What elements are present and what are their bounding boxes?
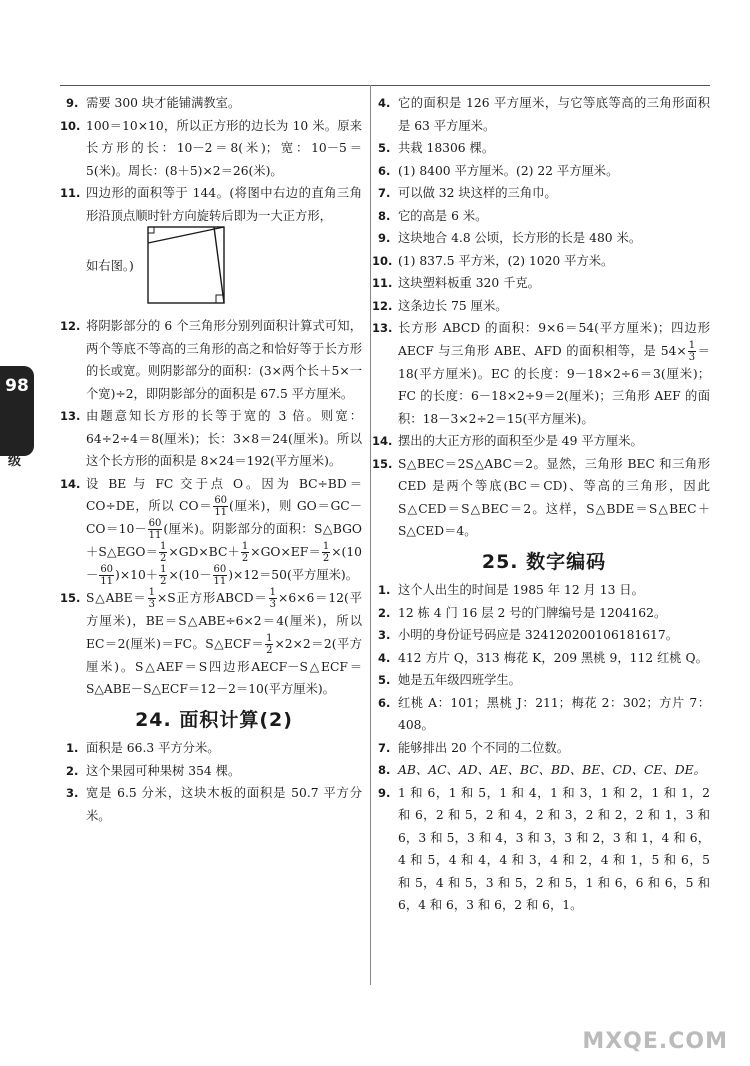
section-title: 24. 面积计算(2) [135, 708, 293, 731]
item-number: 2. [378, 605, 391, 620]
numerator: 60 [213, 564, 227, 575]
item-text: AB、AC、AD、AE、BC、BD、BE、CD、CE、DE。 [398, 763, 706, 777]
item-text: 小明的身份证号码应是 32412020010618161​7。 [398, 628, 679, 642]
item-text: 由题意知长方形的长等于宽的 3 倍。则宽：64÷2÷4＝8(厘米)；长：3×8＝24(厘米)。所以这个长方形的面积是 8×24＝192(平方厘米)。 [86, 409, 362, 468]
item-number: 8. [378, 208, 391, 223]
item-text [398, 317, 710, 430]
item-number: 4. [378, 96, 391, 110]
denominator: 2 [160, 576, 167, 587]
answer-item [378, 759, 710, 782]
item-text: (1) 837.5 平方米，(2) 1020 平方米。 [398, 253, 614, 268]
text-run: (厘米)。阴影部分的面积：S△BGO＋S△EGO＝ [86, 522, 363, 559]
numerator: 1 [688, 339, 696, 351]
item-number: 15. [60, 591, 81, 605]
answer-item [60, 587, 362, 701]
fraction [241, 541, 249, 564]
numerator: 1 [160, 564, 167, 575]
item-text: 能够排出 20 个不同的二位数。 [398, 740, 570, 755]
answer-item [372, 453, 710, 543]
text-run: ×GD×BC＋ [168, 545, 240, 559]
text-run: ＝18(平方厘米)。EC 的长度：9－18×2÷6＝3(厘米)；FC 的长度：6－18×2÷9＝2(厘米)；三角形 AEF 的面积：18－3×2÷2＝15(平方厘米)。 [398, 343, 710, 426]
answer-item [378, 782, 710, 917]
answer-item [60, 115, 362, 183]
numerator: 1 [322, 541, 330, 552]
fraction [213, 564, 228, 587]
grade-label: 五年级 [8, 422, 22, 469]
item-text: 12 栋 4 门 16 层 2 号的门牌编号是 1204162。 [398, 605, 667, 620]
item-number: 3. [66, 786, 79, 800]
item-number: 12. [60, 319, 81, 333]
numerator: 1 [241, 541, 249, 552]
item-number: 5. [378, 141, 391, 155]
text-run: )×10＋ [115, 568, 159, 582]
item-text: 摆出的大正方形的面积至少是 49 平方厘米。 [398, 434, 643, 448]
text-run: S△ABE＝ [86, 591, 147, 605]
item-number: 9. [378, 231, 391, 245]
item-number: 15. [372, 456, 393, 471]
item-text [86, 587, 362, 701]
answer-item [60, 473, 363, 588]
item-number: 13. [60, 409, 81, 423]
item-text: 可以做 32 块这样的三角巾。 [398, 186, 557, 200]
text-run: ×GO×EF＝ [250, 545, 321, 559]
watermark: MXQE.COM [582, 1029, 728, 1054]
answer-item [378, 92, 710, 137]
item-number: 9. [378, 785, 391, 800]
item-number: 10. [372, 253, 393, 268]
answer-item [378, 205, 710, 228]
numerator: 60 [214, 495, 228, 506]
item-text: 这个果园可种果树 354 棵。 [86, 763, 241, 778]
item-text: (1) 8400 平方厘米。(2) 22 平方厘米。 [398, 163, 619, 178]
section-title: 25. 数字编码 [481, 550, 607, 573]
item-number: 14. [60, 476, 81, 491]
item-text: 它的高是 6 米。 [398, 208, 488, 223]
rotated-triangle-diagram [134, 221, 234, 307]
item-text: 宽是 6.5 分米，这块木板的面积是 50.7 平方分米。 [86, 786, 362, 823]
text-run: 长方形 ABCD 的面积：9×6＝54(平方厘米)；四边形 AECF 与三角形 ABE、AFD 的面积相等，是 54× [398, 321, 710, 358]
answer-item [378, 602, 710, 625]
denominator: 3 [269, 599, 277, 610]
numerator: 1 [266, 632, 273, 644]
denominator: 11 [100, 576, 114, 587]
numerator: 1 [269, 587, 277, 598]
item-text: 她是五年级四班学生。 [398, 673, 521, 687]
item-text: 1 和 6，1 和 5，1 和 4，1 和 3，1 和 2，1 和 1，2 和 6，2 和 5，2 和 4，2 和 3，2 和 2，2 和 1，3 和 6，3 和 5，3 和 4，3 和 3，3 和 2，3 和 1，4 和 6，4 和 5，4 和 4，4 和 3，4 和 2，4 和 1，5 和 6，5 和 5，4 和 5，3 和 5，2 和 5，1 和 6，6 和 6，5 和 6，4 和 6，3 和 6，2 和 6，1。 [398, 785, 710, 912]
text-run: ×6×6＝12(平方厘米)，BE＝S△ABE÷6×2＝4(厘米)，所以 EC＝2(厘米)＝FC。S△ECF＝ [86, 591, 362, 651]
item-number: 12. [372, 298, 393, 313]
fraction [159, 541, 167, 564]
answer-item [378, 182, 710, 205]
item-number: 4. [378, 650, 391, 665]
fraction [265, 633, 273, 656]
answer-item [378, 647, 710, 670]
item-text: 面积是 66.3 平方分米。 [86, 741, 220, 755]
answer-item [378, 579, 710, 602]
item-text [86, 473, 362, 588]
denominator: 2 [266, 644, 273, 656]
item-number: 13. [372, 321, 393, 335]
answer-item [60, 405, 362, 473]
item-number: 1. [66, 741, 79, 755]
item-number: 8. [378, 763, 391, 777]
text-run: (厘米)，则 GO＝GC－CO＝10－ [86, 499, 363, 536]
denominator: 3 [688, 351, 696, 363]
answer-item [372, 272, 710, 295]
fraction [148, 518, 163, 541]
column-divider [370, 85, 371, 985]
answer-item [378, 137, 710, 160]
item-text: 100＝10×10，所以正方形的边长为 10 米。原来长方形的长：10－2＝8(米)；宽：10－5＝5(米)。周长：(8＋5)×2＝26(米)。 [86, 118, 362, 178]
square-figure [86, 227, 362, 313]
fraction [322, 541, 330, 564]
text-run: ×(10－ [86, 545, 362, 582]
item-number: 7. [378, 740, 391, 755]
denominator: 2 [322, 553, 330, 564]
denominator: 11 [148, 530, 162, 541]
text-run: ×(10－ [168, 568, 212, 582]
text-run: 设 BE 与 FC 交于点 O。因为 BC÷BD＝CO÷DE，所以 CO＝ [86, 476, 362, 513]
answer-item [66, 737, 362, 760]
fraction [148, 587, 156, 610]
item-text: 红桃 A：101；黑桃 J：211；梅花 2：302；方片 7：408。 [398, 695, 710, 732]
fraction [99, 564, 114, 587]
item-number: 3. [378, 628, 391, 642]
right-column [372, 92, 710, 917]
denominator: 11 [213, 576, 227, 587]
item-text: 将阴影部分的 6 个三角形分别列面积计算式可知，两个等底不等高的三角形的高之和恰好等于长方形的长或宽。则阴影部分的面积：(3×两个长＋5×一个宽)÷2，即阴影部分的面积是 67.5 平方厘米。 [86, 319, 362, 401]
item-number: 7. [378, 186, 391, 200]
page-top-rule [60, 85, 710, 86]
item-number: 6. [378, 163, 391, 178]
answer-item [378, 737, 710, 760]
item-text: S△BEC＝2S△ABC＝2。显然，三角形 BEC 和三角形 CED 是两个等底(BC＝CD)、等高的三角形，因此 S△CED＝S△BEC＝2。这样，S△BDE＝S△BEC＋S△CED＝4。 [398, 456, 710, 538]
item-number: 11. [60, 186, 81, 200]
item-number: 10. [60, 118, 81, 133]
item-text: 这条边长 75 厘米。 [398, 298, 508, 313]
figure-caption: 如右图。) [86, 259, 134, 273]
item-number: 5. [378, 673, 391, 687]
answer-item [60, 182, 362, 313]
answer-item [66, 92, 362, 115]
answer-item [378, 669, 710, 692]
denominator: 3 [148, 599, 155, 610]
item-text: 共栽 18306 棵。 [398, 141, 495, 155]
item-text: 四边形的面积等于 144。(将图中右边的直角三角形沿顶点顺时针方向旋转后即为一大正方形， [86, 186, 362, 223]
item-number: 6. [378, 695, 391, 710]
answer-item [372, 430, 710, 453]
page-number: 98 [5, 376, 29, 396]
item-number: 2. [66, 763, 79, 778]
answer-item [378, 160, 710, 183]
item-text: 这块塑料板重 320 千克。 [398, 276, 540, 290]
answer-item [378, 624, 710, 647]
numerator: 60 [100, 564, 114, 575]
item-number: 11. [372, 276, 393, 290]
item-text: 这块地合 4.8 公顷，长方形的长是 480 米。 [398, 231, 642, 245]
answer-item [372, 317, 710, 430]
answer-item [378, 692, 710, 737]
answer-item [66, 782, 362, 827]
text-run: ×2×2＝2(平方厘米)。S△AEF＝S四边形AECF－S△ECF＝S△ABE－S△ECF＝12－2＝10(平方厘米)。 [86, 636, 362, 696]
item-number: 1. [378, 583, 391, 597]
answer-item [378, 227, 710, 250]
item-text: 需要 300 块才能铺满教室。 [86, 96, 241, 110]
answer-item [372, 295, 710, 318]
left-column [60, 92, 363, 827]
item-number: 9. [66, 96, 79, 110]
fraction [159, 564, 167, 587]
numerator: 60 [148, 518, 162, 529]
denominator: 2 [160, 553, 167, 564]
text-run: ×S正方形ABCD＝ [157, 591, 268, 605]
item-text: 412 方片 Q，313 梅花 K，209 黑桃 9，112 红桃 Q。 [398, 650, 708, 665]
text-run: )×12＝50(平方厘米)。 [228, 568, 359, 582]
fraction [213, 495, 228, 518]
answer-item [60, 315, 362, 405]
fraction [269, 587, 277, 610]
answer-item [66, 760, 362, 783]
numerator: 1 [160, 541, 167, 552]
answer-item [372, 250, 710, 273]
denominator: 11 [214, 507, 228, 518]
item-text: 它的面积是 126 平方厘米，与它等底等高的三角形面积是 63 平方厘米。 [398, 96, 710, 133]
item-text: 这个人出生的时间是 1985 年 12 月 13 日。 [398, 583, 644, 597]
numerator: 1 [148, 587, 155, 598]
denominator: 2 [241, 553, 249, 564]
item-number: 14. [372, 434, 393, 448]
fraction [688, 340, 696, 363]
